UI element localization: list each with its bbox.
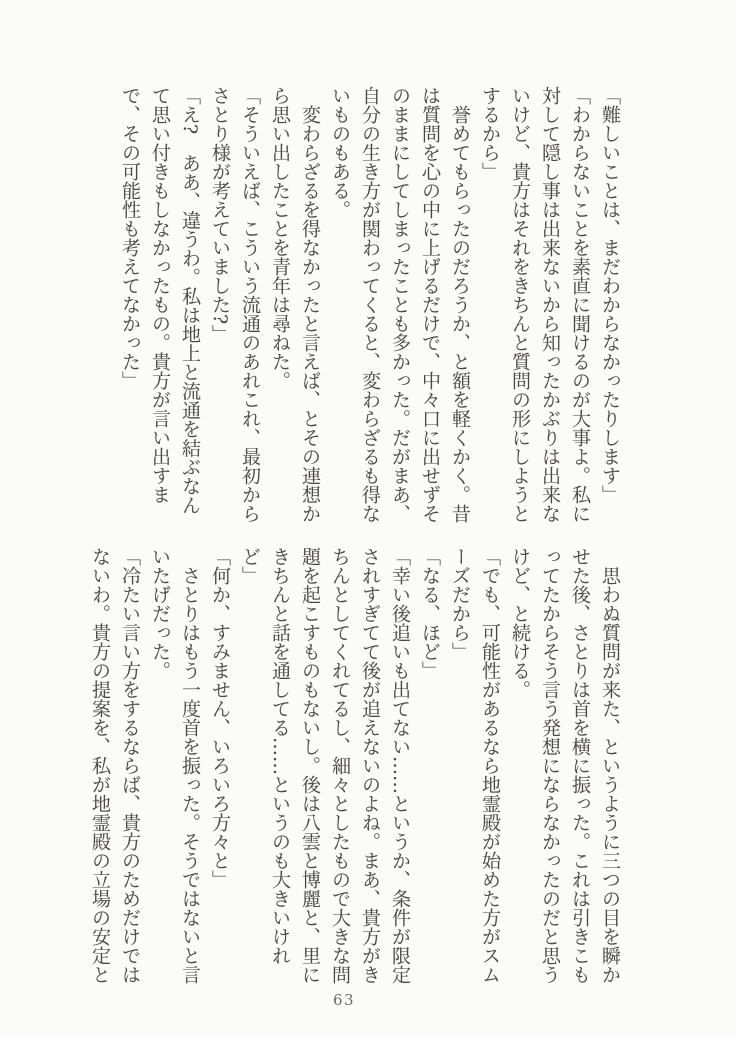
paragraph: 「幸い後追いも出てない……というか、条件が限定されすぎてて後が追えないのよね。まあ、貴方がきちんとしてくれてるし、細々としたもので大きな問題を起こすものもないし。後は八雲と博麗と、里にきちんと話を通してる……というのも大きいけれど」 — [239, 547, 411, 984]
paragraph: 「難しいことは、まだわからなかったりします」 — [599, 86, 621, 504]
paragraph: 「なる、ほど」 — [419, 547, 441, 680]
paragraph: さとりはもう一度首を振った。そうではないと言いたげだった。 — [149, 547, 201, 984]
paragraph: 変わらざるを得なかったと言えば、とその連想から思い出したことを青年は尋ねた。 — [269, 86, 321, 523]
page-number: 63 — [333, 991, 356, 1009]
paragraph: 思わぬ質問が来た、というように三つの目を瞬かせた後、さとりは首を横に振った。これは引きこもってたからそう言う発想にならなかったのだと思うけど、と続ける。 — [509, 547, 621, 984]
paragraph: 誉めてもらったのだろうか、と額を軽くかく。昔は質問を心の中に上げるだけで、中々口に出せずそのままにしてしまったことも多かった。だがまあ、自分の生き方が関わってくると、変わらざるも得ないものもある。 — [329, 86, 471, 523]
paragraph: 「何か、すみません、いろいろ方々と」 — [209, 547, 231, 889]
paragraph: 「わからないことを素直に聞けるのが大事よ。私に対して隠し事は出来ないから知ったかぶりは出来ないけど、貴方はそれをきちんと質問の形にしようとするから」 — [479, 86, 591, 523]
text-tier-lower — [85, 547, 625, 987]
paragraph: 「え? ああ、違うわ。私は地上と流通を結ぶなんて思い付きもしなかったもの。貴方が言い出すまで、その可能性も考えてなかった」 — [119, 86, 201, 515]
paragraph: 「冷たい言い方をするならば、貴方のためだけではないわ。貴方の提案を、私が地霊殿の立場の安定と — [89, 547, 141, 984]
paragraph: 「でも、可能性があるなら地霊殿が始めた方がスムーズだから」 — [449, 547, 501, 984]
text-tier-upper — [115, 86, 625, 526]
paragraph: 「そういえば、こういう流通のあれこれ、最初からさとり様が考えていました?」 — [209, 86, 261, 523]
